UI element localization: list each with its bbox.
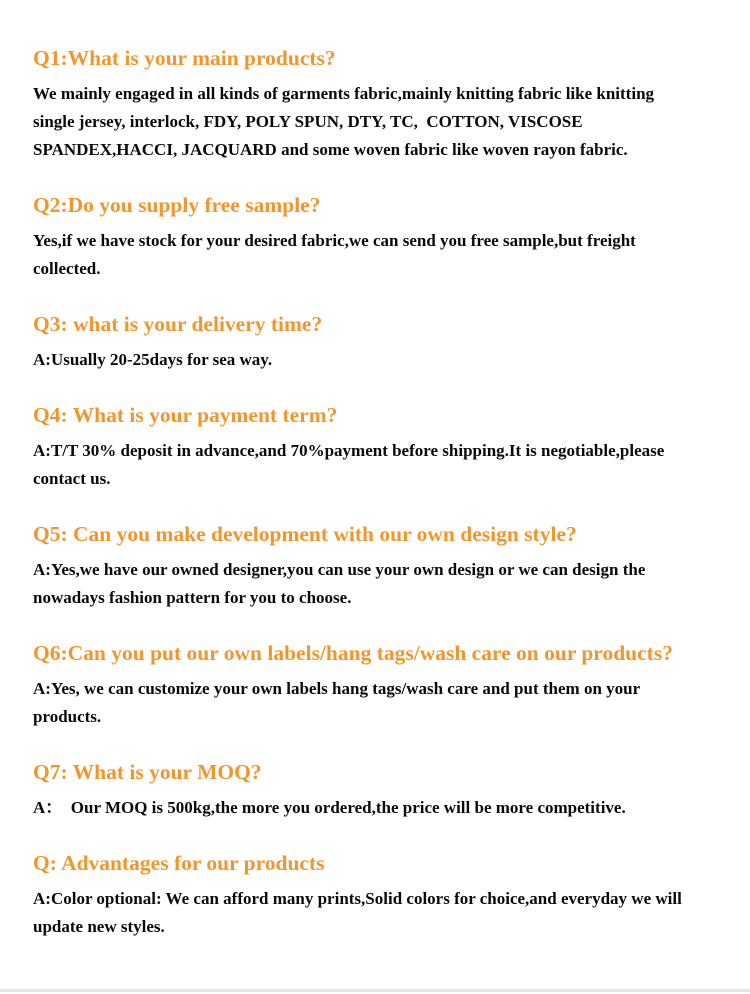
faq-question-q3: Q3: what is your delivery time? <box>33 312 323 336</box>
faq-question-q4: Q4: What is your payment term? <box>33 403 338 427</box>
faq-item-q4 <box>33 402 730 493</box>
faq-answer-q4 <box>33 437 730 493</box>
answer-line: products. <box>33 707 102 726</box>
faq-item-q5 <box>33 521 730 612</box>
faq-answer-q3 <box>33 346 730 374</box>
faq-item-q1 <box>33 45 730 164</box>
answer-line: A： Our MOQ is 500kg,the more you ordered,the price will be more competitive. <box>33 798 626 817</box>
answer-line: A:T/T 30% deposit in advance,and 70%payment before shipping.It is negotiable,please <box>33 441 665 460</box>
faq-answer-q1 <box>33 80 730 164</box>
faq-question-q1: Q1:What is your main products? <box>33 46 336 70</box>
faq-question-advantages: Q: Advantages for our products <box>33 851 325 875</box>
faq-question-q7: Q7: What is your MOQ? <box>33 760 262 784</box>
faq-item-q3 <box>33 311 730 374</box>
answer-line: contact us. <box>33 469 111 488</box>
faq-answer-q2 <box>33 227 730 283</box>
faq-item-q6 <box>33 640 730 731</box>
faq-item-q2 <box>33 192 730 283</box>
answer-line: A:Yes, we can customize your own labels hang tags/wash care and put them on your <box>33 679 641 698</box>
faq-answer-q5 <box>33 556 730 612</box>
answer-line: SPANDEX,HACCI, JACQUARD and some woven fabric like woven rayon fabric. <box>33 140 628 159</box>
answer-line: single jersey, interlock, FDY, POLY SPUN, DTY, TC, COTTON, VISCOSE <box>33 112 583 131</box>
answer-line: A:Color optional: We can afford many prints,Solid colors for choice,and everyday we will <box>33 889 682 908</box>
answer-line: A:Usually 20-25days for sea way. <box>33 350 273 369</box>
answer-line: collected. <box>33 259 101 278</box>
answer-line: update new styles. <box>33 917 165 936</box>
faq-question-q5: Q5: Can you make development with our own design style? <box>33 522 577 546</box>
answer-line: Yes,if we have stock for your desired fabric,we can send you free sample,but freight <box>33 231 636 250</box>
faq-item-advantages <box>33 850 730 941</box>
faq-question-q6: Q6:Can you put our own labels/hang tags/wash care on our products? <box>33 641 673 665</box>
faq-question-q2: Q2:Do you supply free sample? <box>33 193 321 217</box>
answer-line: We mainly engaged in all kinds of garments fabric,mainly knitting fabric like knitting <box>33 84 655 103</box>
answer-line: A:Yes,we have our owned designer,you can use your own design or we can design the <box>33 560 646 579</box>
faq-content <box>33 45 730 969</box>
answer-line: nowadays fashion pattern for you to choose. <box>33 588 352 607</box>
faq-item-q7 <box>33 759 730 822</box>
faq-answer-advantages <box>33 885 730 941</box>
faq-answer-q7 <box>33 794 730 822</box>
bottom-divider <box>0 989 750 992</box>
faq-answer-q6 <box>33 675 730 731</box>
